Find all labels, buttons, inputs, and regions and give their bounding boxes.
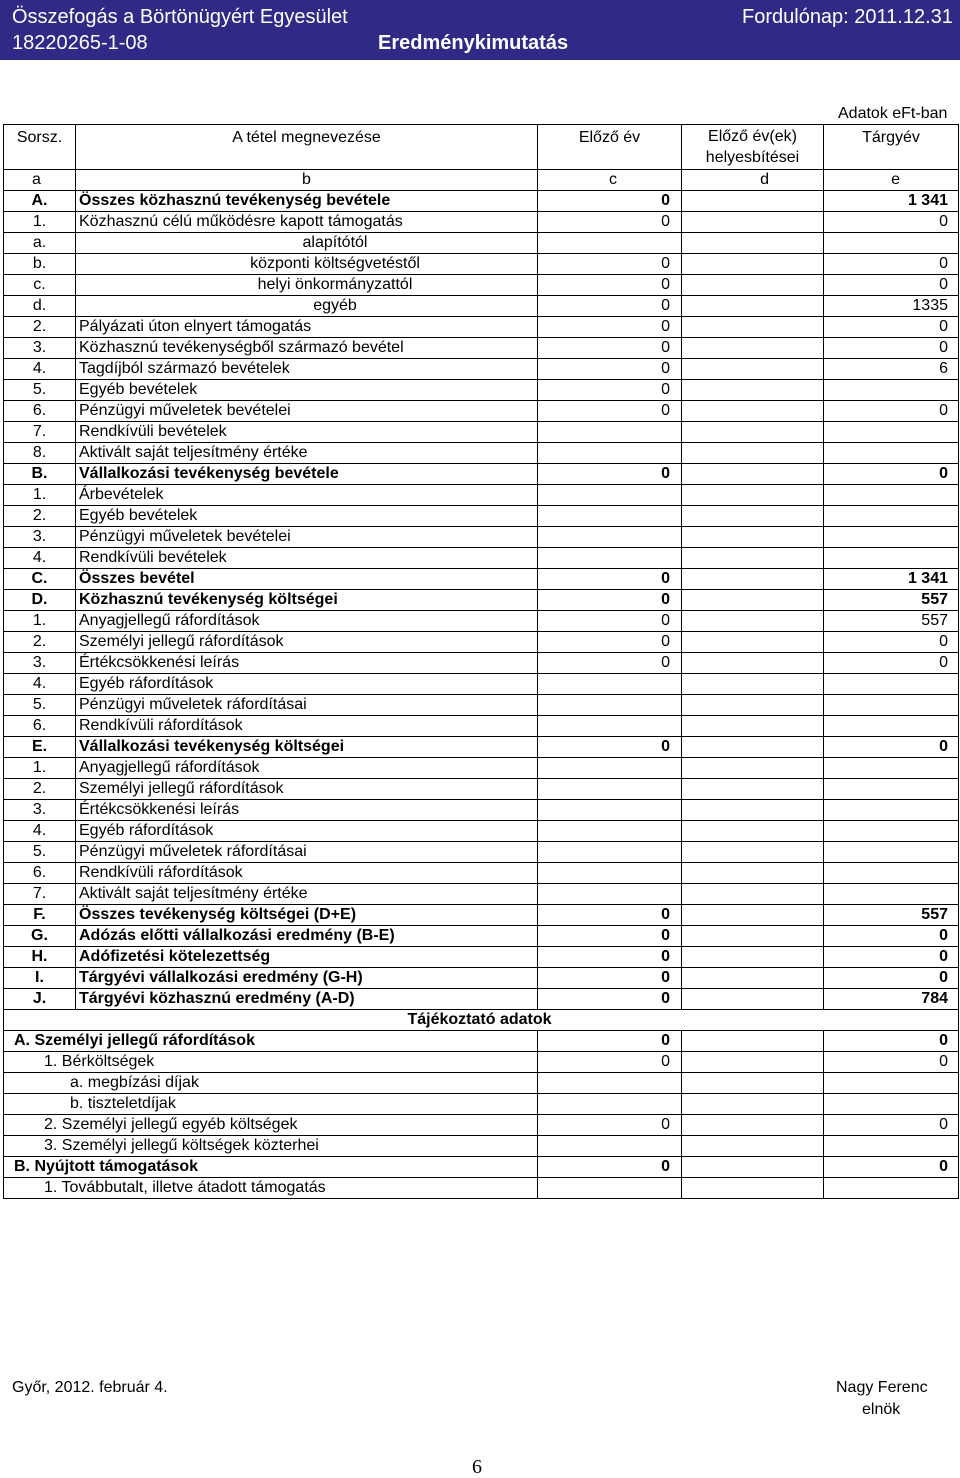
info-row-current-year bbox=[824, 1136, 959, 1157]
row-number: 3. bbox=[4, 800, 76, 821]
table-row bbox=[4, 422, 959, 443]
row-prev-year: 0 bbox=[538, 380, 682, 401]
row-prev-year: 0 bbox=[538, 275, 682, 296]
row-name: Anyagjellegű ráfordítások bbox=[76, 758, 538, 779]
organization-name: Összefogás a Börtönügyért Egyesület bbox=[12, 6, 348, 28]
info-row-adjustment bbox=[682, 1136, 824, 1157]
row-number: 1. bbox=[4, 212, 76, 233]
table-row bbox=[4, 611, 959, 632]
row-number: H. bbox=[4, 947, 76, 968]
row-prev-year: 0 bbox=[538, 212, 682, 233]
row-adjustment bbox=[682, 800, 824, 821]
col-letter-d: d bbox=[682, 170, 824, 191]
info-section-row bbox=[4, 1010, 959, 1031]
table-row bbox=[4, 590, 959, 611]
row-adjustment bbox=[682, 443, 824, 464]
info-row-prev-year: 0 bbox=[538, 1052, 682, 1073]
row-current-year bbox=[824, 527, 959, 548]
table-row bbox=[4, 401, 959, 422]
row-name: Összes tevékenység költségei (D+E) bbox=[76, 905, 538, 926]
row-number: 4. bbox=[4, 674, 76, 695]
row-number: 2. bbox=[4, 632, 76, 653]
row-prev-year: 0 bbox=[538, 191, 682, 212]
col-letter-e: e bbox=[824, 170, 959, 191]
col-letter-b: b bbox=[76, 170, 538, 191]
row-current-year: 6 bbox=[824, 359, 959, 380]
row-name: Egyéb bevételek bbox=[76, 380, 538, 401]
row-name: Személyi jellegű ráfordítások bbox=[76, 632, 538, 653]
row-adjustment bbox=[682, 695, 824, 716]
row-name: Pénzügyi műveletek ráfordításai bbox=[76, 695, 538, 716]
table-row bbox=[4, 737, 959, 758]
row-number: 7. bbox=[4, 422, 76, 443]
info-row-label: 1. Továbbutalt, illetve átadott támogatás bbox=[4, 1178, 538, 1199]
col-header-curr: Tárgyév bbox=[824, 125, 959, 170]
table-row bbox=[4, 632, 959, 653]
row-prev-year: 0 bbox=[538, 254, 682, 275]
info-row-label: A. Személyi jellegű ráfordítások bbox=[4, 1031, 538, 1052]
row-adjustment bbox=[682, 632, 824, 653]
info-row-prev-year: 0 bbox=[538, 1115, 682, 1136]
row-prev-year: 0 bbox=[538, 611, 682, 632]
table-row bbox=[4, 695, 959, 716]
row-prev-year: 0 bbox=[538, 569, 682, 590]
col-header-name: A tétel megnevezése bbox=[76, 125, 538, 170]
table-row bbox=[4, 191, 959, 212]
row-current-year: 0 bbox=[824, 464, 959, 485]
row-current-year: 1 341 bbox=[824, 191, 959, 212]
info-row-current-year bbox=[824, 1094, 959, 1115]
row-adjustment bbox=[682, 968, 824, 989]
row-adjustment bbox=[682, 905, 824, 926]
row-prev-year: 0 bbox=[538, 947, 682, 968]
info-row-adjustment bbox=[682, 1115, 824, 1136]
row-adjustment bbox=[682, 254, 824, 275]
place-and-date: Győr, 2012. február 4. bbox=[12, 1379, 168, 1396]
row-number: 3. bbox=[4, 338, 76, 359]
row-prev-year: 0 bbox=[538, 401, 682, 422]
row-number: E. bbox=[4, 737, 76, 758]
row-adjustment bbox=[682, 653, 824, 674]
row-current-year: 0 bbox=[824, 926, 959, 947]
row-number: c. bbox=[4, 275, 76, 296]
col-header-number: Sorsz. bbox=[4, 125, 76, 170]
table-row bbox=[4, 716, 959, 737]
row-name: Rendkívüli ráfordítások bbox=[76, 716, 538, 737]
info-row-label: B. Nyújtott támogatások bbox=[4, 1157, 538, 1178]
info-row bbox=[4, 1073, 959, 1094]
row-name: Rendkívüli bevételek bbox=[76, 548, 538, 569]
info-row-current-year bbox=[824, 1178, 959, 1199]
row-prev-year: 0 bbox=[538, 653, 682, 674]
row-number: F. bbox=[4, 905, 76, 926]
row-prev-year: 0 bbox=[538, 296, 682, 317]
info-row-prev-year bbox=[538, 1073, 682, 1094]
info-row-label: 3. Személyi jellegű költségek közterhei bbox=[4, 1136, 538, 1157]
info-row-prev-year: 0 bbox=[538, 1031, 682, 1052]
row-adjustment bbox=[682, 485, 824, 506]
row-number: 2. bbox=[4, 317, 76, 338]
unit-note: Adatok eFt-ban bbox=[838, 105, 948, 122]
row-name: Értékcsökkenési leírás bbox=[76, 800, 538, 821]
table-row bbox=[4, 464, 959, 485]
row-name: Tárgyévi közhasznú eredmény (A-D) bbox=[76, 989, 538, 1010]
row-name: Tárgyévi vállalkozási eredmény (G-H) bbox=[76, 968, 538, 989]
row-current-year bbox=[824, 674, 959, 695]
info-row-current-year: 0 bbox=[824, 1157, 959, 1178]
row-current-year: 0 bbox=[824, 947, 959, 968]
table-row bbox=[4, 569, 959, 590]
table-row bbox=[4, 800, 959, 821]
row-name: alapítótól bbox=[76, 233, 538, 254]
row-prev-year bbox=[538, 884, 682, 905]
row-current-year bbox=[824, 506, 959, 527]
info-row-label: 1. Bérköltségek bbox=[4, 1052, 538, 1073]
row-number: 5. bbox=[4, 380, 76, 401]
info-row-prev-year bbox=[538, 1094, 682, 1115]
row-current-year: 557 bbox=[824, 611, 959, 632]
row-prev-year bbox=[538, 779, 682, 800]
balance-date: Fordulónap: 2011.12.31 bbox=[742, 6, 953, 28]
row-name: Vállalkozási tevékenység költségei bbox=[76, 737, 538, 758]
row-adjustment bbox=[682, 296, 824, 317]
row-adjustment bbox=[682, 338, 824, 359]
col-header-adjust: Előző év(ek) helyesbítései bbox=[682, 125, 824, 170]
info-row bbox=[4, 1052, 959, 1073]
row-name: Adófizetési kötelezettség bbox=[76, 947, 538, 968]
table-row bbox=[4, 989, 959, 1010]
info-row-current-year: 0 bbox=[824, 1052, 959, 1073]
table-row bbox=[4, 338, 959, 359]
row-current-year: 0 bbox=[824, 737, 959, 758]
row-number: 1. bbox=[4, 485, 76, 506]
row-prev-year: 0 bbox=[538, 317, 682, 338]
row-name: Közhasznú tevékenységből származó bevétel bbox=[76, 338, 538, 359]
row-current-year bbox=[824, 884, 959, 905]
row-current-year bbox=[824, 863, 959, 884]
row-name: Aktivált saját teljesítmény értéke bbox=[76, 884, 538, 905]
info-row bbox=[4, 1136, 959, 1157]
row-adjustment bbox=[682, 926, 824, 947]
row-adjustment bbox=[682, 989, 824, 1010]
table-row bbox=[4, 485, 959, 506]
table-row bbox=[4, 863, 959, 884]
row-number: 1. bbox=[4, 758, 76, 779]
row-current-year: 0 bbox=[824, 401, 959, 422]
row-number: a. bbox=[4, 233, 76, 254]
row-number: I. bbox=[4, 968, 76, 989]
row-prev-year bbox=[538, 233, 682, 254]
row-prev-year: 0 bbox=[538, 338, 682, 359]
row-prev-year bbox=[538, 548, 682, 569]
info-section-title: Tájékoztató adatok bbox=[4, 1010, 959, 1031]
row-prev-year: 0 bbox=[538, 905, 682, 926]
info-row bbox=[4, 1178, 959, 1199]
row-adjustment bbox=[682, 401, 824, 422]
row-adjustment bbox=[682, 569, 824, 590]
row-name: Értékcsökkenési leírás bbox=[76, 653, 538, 674]
row-number: b. bbox=[4, 254, 76, 275]
row-adjustment bbox=[682, 275, 824, 296]
table-row bbox=[4, 380, 959, 401]
row-number: 8. bbox=[4, 443, 76, 464]
info-row-adjustment bbox=[682, 1052, 824, 1073]
row-current-year: 0 bbox=[824, 632, 959, 653]
row-name: Tagdíjból származó bevételek bbox=[76, 359, 538, 380]
row-current-year: 0 bbox=[824, 338, 959, 359]
report-title: Eredménykimutatás bbox=[378, 32, 569, 54]
column-letter-row bbox=[4, 170, 959, 191]
row-adjustment bbox=[682, 611, 824, 632]
row-prev-year bbox=[538, 716, 682, 737]
row-prev-year: 0 bbox=[538, 926, 682, 947]
row-current-year: 0 bbox=[824, 254, 959, 275]
row-prev-year bbox=[538, 506, 682, 527]
row-prev-year bbox=[538, 527, 682, 548]
row-adjustment bbox=[682, 527, 824, 548]
row-number: D. bbox=[4, 590, 76, 611]
table-row bbox=[4, 842, 959, 863]
table-row bbox=[4, 926, 959, 947]
row-current-year bbox=[824, 716, 959, 737]
row-current-year bbox=[824, 380, 959, 401]
row-current-year bbox=[824, 800, 959, 821]
row-adjustment bbox=[682, 191, 824, 212]
row-adjustment bbox=[682, 842, 824, 863]
row-current-year bbox=[824, 548, 959, 569]
info-row-adjustment bbox=[682, 1178, 824, 1199]
row-current-year: 0 bbox=[824, 968, 959, 989]
row-adjustment bbox=[682, 317, 824, 338]
report-header bbox=[0, 0, 960, 60]
row-number: 1. bbox=[4, 611, 76, 632]
row-prev-year bbox=[538, 842, 682, 863]
row-current-year: 557 bbox=[824, 905, 959, 926]
row-current-year: 0 bbox=[824, 275, 959, 296]
signer-name: Nagy Ferenc bbox=[836, 1379, 928, 1396]
income-statement-table bbox=[3, 124, 959, 1199]
info-row-adjustment bbox=[682, 1094, 824, 1115]
info-row bbox=[4, 1115, 959, 1136]
row-adjustment bbox=[682, 821, 824, 842]
table-row bbox=[4, 233, 959, 254]
info-row-prev-year bbox=[538, 1136, 682, 1157]
table-row bbox=[4, 653, 959, 674]
table-row bbox=[4, 821, 959, 842]
row-name: központi költségvetéstől bbox=[76, 254, 538, 275]
info-row-adjustment bbox=[682, 1031, 824, 1052]
row-current-year bbox=[824, 422, 959, 443]
col-header-prev: Előző év bbox=[538, 125, 682, 170]
info-row-current-year: 0 bbox=[824, 1031, 959, 1052]
info-row bbox=[4, 1031, 959, 1052]
row-current-year: 0 bbox=[824, 212, 959, 233]
row-current-year: 0 bbox=[824, 653, 959, 674]
row-adjustment bbox=[682, 590, 824, 611]
row-name: egyéb bbox=[76, 296, 538, 317]
row-adjustment bbox=[682, 212, 824, 233]
row-name: Pénzügyi műveletek ráfordításai bbox=[76, 842, 538, 863]
info-row-prev-year: 0 bbox=[538, 1157, 682, 1178]
row-adjustment bbox=[682, 716, 824, 737]
row-adjustment bbox=[682, 422, 824, 443]
col-letter-c: c bbox=[538, 170, 682, 191]
row-adjustment bbox=[682, 758, 824, 779]
row-adjustment bbox=[682, 506, 824, 527]
row-number: 5. bbox=[4, 695, 76, 716]
signer-role: elnök bbox=[862, 1401, 901, 1418]
row-number: J. bbox=[4, 989, 76, 1010]
row-name: Személyi jellegű ráfordítások bbox=[76, 779, 538, 800]
row-number: d. bbox=[4, 296, 76, 317]
row-number: 5. bbox=[4, 842, 76, 863]
row-name: Rendkívüli ráfordítások bbox=[76, 863, 538, 884]
row-current-year: 1 341 bbox=[824, 569, 959, 590]
table-row bbox=[4, 884, 959, 905]
row-name: Adózás előtti vállalkozási eredmény (B-E) bbox=[76, 926, 538, 947]
row-number: 2. bbox=[4, 506, 76, 527]
row-adjustment bbox=[682, 380, 824, 401]
row-number: 7. bbox=[4, 884, 76, 905]
table-row bbox=[4, 905, 959, 926]
table-row bbox=[4, 317, 959, 338]
row-prev-year bbox=[538, 422, 682, 443]
table-row bbox=[4, 275, 959, 296]
row-number: G. bbox=[4, 926, 76, 947]
table-row bbox=[4, 968, 959, 989]
info-row-adjustment bbox=[682, 1157, 824, 1178]
info-row bbox=[4, 1157, 959, 1178]
row-prev-year: 0 bbox=[538, 989, 682, 1010]
row-prev-year bbox=[538, 674, 682, 695]
row-prev-year bbox=[538, 695, 682, 716]
info-row-label: b. tiszteletdíjak bbox=[4, 1094, 538, 1115]
info-row-current-year: 0 bbox=[824, 1115, 959, 1136]
row-prev-year: 0 bbox=[538, 968, 682, 989]
table-row bbox=[4, 359, 959, 380]
info-row-label: 2. Személyi jellegű egyéb költségek bbox=[4, 1115, 538, 1136]
row-name: Közhasznú tevékenység költségei bbox=[76, 590, 538, 611]
row-name: Közhasznú célú működésre kapott támogatás bbox=[76, 212, 538, 233]
row-number: A. bbox=[4, 191, 76, 212]
table-row bbox=[4, 527, 959, 548]
row-prev-year: 0 bbox=[538, 632, 682, 653]
table-row bbox=[4, 758, 959, 779]
row-prev-year bbox=[538, 863, 682, 884]
row-prev-year: 0 bbox=[538, 590, 682, 611]
table-row bbox=[4, 443, 959, 464]
row-current-year bbox=[824, 821, 959, 842]
table-row bbox=[4, 212, 959, 233]
row-adjustment bbox=[682, 863, 824, 884]
page-number: 6 bbox=[472, 1456, 482, 1478]
row-name: helyi önkormányzattól bbox=[76, 275, 538, 296]
row-name: Egyéb ráfordítások bbox=[76, 674, 538, 695]
table-row bbox=[4, 674, 959, 695]
row-current-year bbox=[824, 233, 959, 254]
row-number: 4. bbox=[4, 548, 76, 569]
col-letter-a: a bbox=[4, 170, 76, 191]
row-name: Aktivált saját teljesítmény értéke bbox=[76, 443, 538, 464]
row-adjustment bbox=[682, 464, 824, 485]
row-prev-year: 0 bbox=[538, 737, 682, 758]
row-number: 3. bbox=[4, 527, 76, 548]
row-name: Pályázati úton elnyert támogatás bbox=[76, 317, 538, 338]
row-current-year: 0 bbox=[824, 317, 959, 338]
row-current-year bbox=[824, 842, 959, 863]
row-current-year bbox=[824, 443, 959, 464]
row-number: 4. bbox=[4, 359, 76, 380]
row-prev-year: 0 bbox=[538, 359, 682, 380]
table-row bbox=[4, 548, 959, 569]
row-number: 4. bbox=[4, 821, 76, 842]
row-current-year: 557 bbox=[824, 590, 959, 611]
row-number: 6. bbox=[4, 863, 76, 884]
column-header-row bbox=[4, 125, 959, 170]
row-adjustment bbox=[682, 737, 824, 758]
row-adjustment bbox=[682, 548, 824, 569]
table-row bbox=[4, 779, 959, 800]
row-name: Árbevételek bbox=[76, 485, 538, 506]
row-prev-year bbox=[538, 443, 682, 464]
row-name: Összes közhasznú tevékenység bevétele bbox=[76, 191, 538, 212]
row-name: Rendkívüli bevételek bbox=[76, 422, 538, 443]
info-row bbox=[4, 1094, 959, 1115]
row-number: 6. bbox=[4, 716, 76, 737]
table-row bbox=[4, 506, 959, 527]
row-name: Egyéb bevételek bbox=[76, 506, 538, 527]
row-current-year bbox=[824, 695, 959, 716]
row-adjustment bbox=[682, 674, 824, 695]
table-row bbox=[4, 947, 959, 968]
row-prev-year bbox=[538, 821, 682, 842]
row-name: Vállalkozási tevékenység bevétele bbox=[76, 464, 538, 485]
row-number: 3. bbox=[4, 653, 76, 674]
info-row-current-year bbox=[824, 1073, 959, 1094]
table-row bbox=[4, 296, 959, 317]
row-name: Összes bevétel bbox=[76, 569, 538, 590]
row-current-year: 784 bbox=[824, 989, 959, 1010]
row-name: Egyéb ráfordítások bbox=[76, 821, 538, 842]
row-number: C. bbox=[4, 569, 76, 590]
row-name: Pénzügyi műveletek bevételei bbox=[76, 527, 538, 548]
info-row-adjustment bbox=[682, 1073, 824, 1094]
info-row-label: a. megbízási díjak bbox=[4, 1073, 538, 1094]
row-prev-year bbox=[538, 800, 682, 821]
row-prev-year bbox=[538, 485, 682, 506]
tax-id: 18220265-1-08 bbox=[12, 32, 148, 54]
row-name: Pénzügyi műveletek bevételei bbox=[76, 401, 538, 422]
row-adjustment bbox=[682, 233, 824, 254]
row-number: B. bbox=[4, 464, 76, 485]
row-prev-year bbox=[538, 758, 682, 779]
row-adjustment bbox=[682, 779, 824, 800]
row-number: 6. bbox=[4, 401, 76, 422]
row-current-year: 1335 bbox=[824, 296, 959, 317]
row-current-year bbox=[824, 758, 959, 779]
row-current-year bbox=[824, 485, 959, 506]
row-adjustment bbox=[682, 884, 824, 905]
row-name: Anyagjellegű ráfordítások bbox=[76, 611, 538, 632]
table-row bbox=[4, 254, 959, 275]
info-row-prev-year bbox=[538, 1178, 682, 1199]
row-adjustment bbox=[682, 359, 824, 380]
row-adjustment bbox=[682, 947, 824, 968]
row-prev-year: 0 bbox=[538, 464, 682, 485]
row-current-year bbox=[824, 779, 959, 800]
row-number: 2. bbox=[4, 779, 76, 800]
